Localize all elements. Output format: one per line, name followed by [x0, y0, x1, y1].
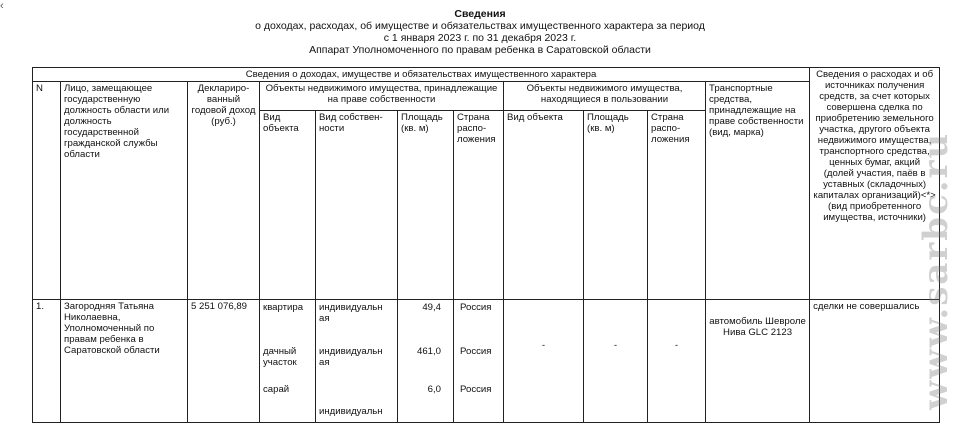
row-transport — [706, 300, 810, 423]
country-3: Россия — [460, 384, 492, 395]
object-type-2: дачный участок — [263, 346, 297, 368]
use-country-value: - — [674, 340, 679, 351]
ownership-2: индивидуальн ая — [319, 346, 383, 368]
area-3: 6,0 — [427, 384, 441, 395]
col-header-sources: Сведения о расходах и об источниках получения средств, за счет которых совершена сделка по приобретению земельного участка, другого объекта недвижимого имущества, транспортного средства, ценных бумаг, акций (долей участия, паёв в уставных (складочных) капиталах организаций)<*> (вид приобретенного имущества, источники) — [810, 68, 940, 300]
table-row — [33, 300, 940, 423]
col-header-use-group: Объекты недвижимого имущества, находящиеся в пользовании — [504, 82, 706, 111]
document-header — [0, 8, 960, 56]
page-corner-mark: ‹ — [0, 0, 4, 12]
area-2: 461,0 — [416, 346, 441, 357]
row-sources: сделки не совершались — [810, 300, 940, 423]
row-use-type — [504, 300, 584, 423]
transport-value: автомобиль Шевроле Нива GLC 2123 — [709, 316, 806, 338]
row-ownership-types — [316, 300, 398, 423]
country-1: Россия — [460, 302, 492, 313]
sub-header-type: Вид объекта — [260, 111, 316, 300]
group-header: Сведения о доходах, имуществе и обязательствах имущественного характера — [33, 68, 810, 82]
col-header-owned-group: Объекты недвижимого имущества, принадлежащие на праве собственности — [260, 82, 504, 111]
object-type-1: квартира — [263, 302, 304, 313]
document-subtitle: о доходах, расходах, об имуществе и обязательствах имущественного характера за период — [255, 20, 705, 32]
row-countries — [454, 300, 504, 423]
country-2: Россия — [460, 346, 492, 357]
row-number: 1. — [33, 300, 61, 423]
use-area-value: - — [613, 340, 618, 351]
sub-header-country: Страна распо-ложения — [454, 111, 504, 300]
row-person: Загородняя Татьяна Николаевна, Уполномоченный по правам ребенка в Саратовской области — [61, 300, 188, 423]
row-object-types — [260, 300, 316, 423]
col-header-n: N — [33, 82, 61, 300]
row-use-country — [648, 300, 706, 423]
sub-header-ownership: Вид собствен-ности — [316, 111, 398, 300]
object-type-3: сарай — [263, 384, 290, 395]
area-1: 49,4 — [422, 302, 441, 313]
document-organization: Аппарат Уполномоченного по правам ребенка в Саратовской области — [309, 44, 651, 56]
income-property-table — [32, 67, 940, 423]
document-period: с 1 января 2023 г. по 31 декабря 2023 г. — [383, 32, 577, 44]
ownership-4: индивидуальн — [319, 406, 383, 417]
row-income: 5 251 076,89 — [188, 300, 260, 423]
document-title: Сведения — [454, 8, 506, 20]
sub-header-country-use: Страна распо-ложения — [648, 111, 706, 300]
sub-header-area: Площадь (кв. м) — [398, 111, 454, 300]
col-header-income: Деклариро-ванный годовой доход (руб.) — [188, 82, 260, 300]
col-header-person: Лицо, замещающее государственную должность области или должность государственной гражданской службы области — [61, 82, 188, 300]
col-header-transport: Транспортные средства, принадлежащие на праве собственности (вид, марка) — [706, 82, 810, 300]
ownership-1: индивидуальн ая — [319, 302, 383, 324]
row-areas — [398, 300, 454, 423]
use-type-value: - — [541, 340, 546, 351]
site-watermark: www.sarbc.ru — [916, 131, 956, 410]
row-use-area — [584, 300, 648, 423]
sub-header-area-use: Площадь (кв. м) — [584, 111, 648, 300]
sub-header-type-use: Вид объекта — [504, 111, 584, 300]
